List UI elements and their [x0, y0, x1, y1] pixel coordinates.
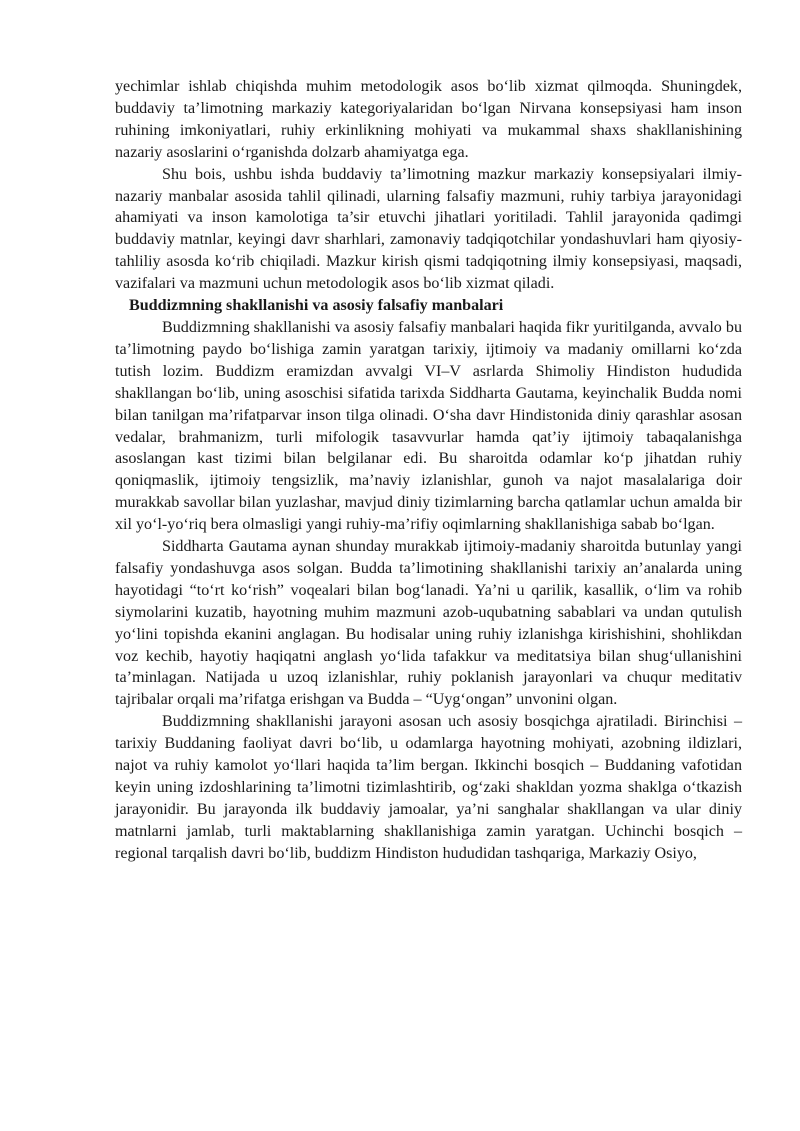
paragraph-section-2: Siddharta Gautama aynan shunday murakkab ijtimoiy-madaniy sharoitda butunlay yangi falsafiy yondashuvga asos solgan. Budda ta’limotining shakllanishi tarixiy an’analarda uning hayotidagi “to‘rt ko‘rish” voqealari bilan bog‘lanadi. Ya’ni u qarilik, kasallik, o‘lim va rohib siymolarini kuzatib, hayotning muhim mazmuni azob-uqubatning sabablari va undan qutulish yo‘lini topishda ekanini anglagan. Bu hodisalar uning ruhiy izlanishga kirishishini, shohlikdan voz kechib, hayotiy haqiqatni anglash yo‘lida tafakkur va meditatsiya bilan shug‘ullanishini ta’minlagan. Natijada u uzoq izlanishlar, ruhiy poklanish jarayonlari va chuqur meditativ tajribalar orqali ma’rifatga erishgan va Budda – “Uyg‘ongan” unvonini olgan. [115, 538, 742, 709]
paragraph-intro-summary: Shu bois, ushbu ishda buddaviy ta’limotning mazkur markaziy konsepsiyalari ilmiy-nazariy manbalar asosida tahlil qilinadi, ularning falsafiy mazmuni, ruhiy tarbiya jarayonidagi ahamiyati va inson kamolotiga ta’sir etuvchi jihatlari yoritiladi. Tahlil jarayonida qadimgi buddaviy matnlar, keyingi davr sharhlari, zamonaviy tadqiqotchilar yondashuvlari ham qiyosiy-tahliliy asosda ko‘rib chiqiladi. Mazkur kirish qismi tadqiqotning ilmiy konsepsiyasi, maqsadi, vazifalari va mazmuni uchun metodologik asos bo‘lib xizmat qiladi. [115, 165, 742, 293]
paragraph-section-3: Buddizmning shakllanishi jarayoni asosan uch asosiy bosqichga ajratiladi. Birinchisi – tarixiy Buddaning faoliyat davri bo‘lib, u odamlarga hayotning mohiyati, azobning ildizlari, najot va ruhiy kamolot yo‘llari haqida ta’lim bergan. Ikkinchi bosqich – Buddaning vafotidan keyin uning izdoshlarining ta’limotni tizimlashtirib, og‘zaki shakldan yozma shaklga o‘tkazish jarayonidir. Bu jarayonda ilk buddaviy jamoalar, ya’ni sanghalar shakllangan va ular diniy matnlarni jamlab, turli maktablarning shakllanishiga zamin yaratgan. Uchinchi bosqich – regional tarqalish davri bo‘lib, buddizm Hindiston hududidan tashqariga, Markaziy Osiyo, [115, 713, 742, 862]
document-body [115, 76, 742, 865]
paragraph-intro-continuation: yechimlar ishlab chiqishda muhim metodologik asos bo‘lib xizmat qilmoqda. Shuningdek, buddaviy ta’limotning markaziy kategoriyalaridan bo‘lgan Nirvana konsepsiyasi ham inson ruhining imkoniyatlari, ruhiy erkinlikning mohiyati va mukammal shaxs shakllanishining nazariy asoslarini o‘rganishda dolzarb ahamiyatga ega. [115, 78, 742, 161]
paragraph-section-1: Buddizmning shakllanishi va asosiy falsafiy manbalari haqida fikr yuritilganda, avvalo bu ta’limotning paydo bo‘lishiga zamin yaratgan tarixiy, ijtimoiy va madaniy omillarni ko‘zda tutish lozim. Buddizm eramizdan avvalgi VI–V asrlarda Shimoliy Hindiston hududida shakllangan bo‘lib, uning asoschisi sifatida tarixda Siddharta Gautama, keyinchalik Budda nomi bilan tanilgan ma’rifatparvar inson tilga olinadi. O‘sha davr Hindistonida diniy qarashlar asosan vedalar, brahmanizm, turli mifologik tasavvurlar hamda qat’iy ijtimoiy tabaqalanishga asoslangan kast tizimi bilan belgilanar edi. Bu sharoitda odamlar ko‘p jihatdan ruhiy qoniqmaslik, ijtimoiy tengsizlik, ma’naviy izlanishlar, gunoh va najot masalalariga doir murakkab savollar bilan yuzlashar, mavjud diniy tizimlarning barcha qatlamlar uchun amalda bir xil yo‘l-yo‘riq bera olmasligi yangi ruhiy-ma’rifiy oqimlarning shakllanishiga sabab bo‘lgan. [115, 318, 742, 534]
section-heading: Buddizmning shakllanishi va asosiy falsafiy manbalari [129, 297, 504, 315]
